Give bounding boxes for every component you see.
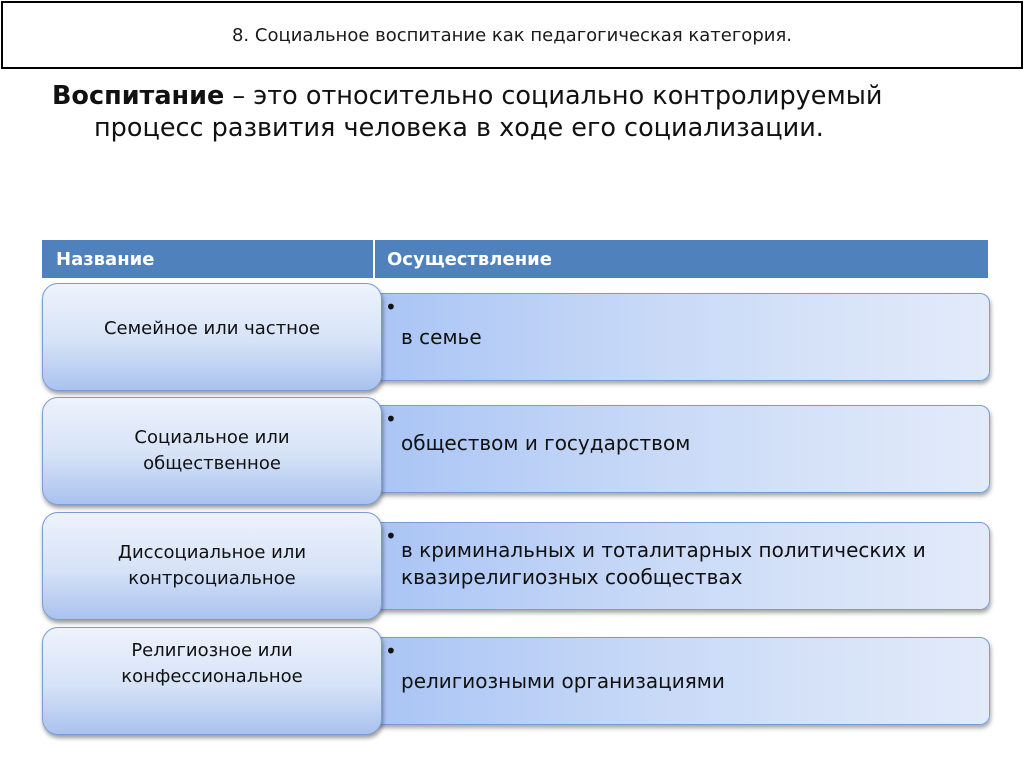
bullet-marker: •	[385, 639, 397, 663]
bullet-marker: •	[385, 295, 397, 319]
header-implementation-column: Осуществление	[387, 248, 552, 270]
bullet-marker: •	[385, 407, 397, 431]
definition-text	[52, 80, 952, 144]
definition-line-2: процесс развития человека в ходе его социализации.	[94, 113, 824, 143]
row-value-box	[372, 405, 990, 493]
row-value-text: в семье	[401, 324, 482, 349]
slide-title: 8. Социальное воспитание как педагогическая категория.	[231, 24, 792, 46]
row-name-text: Религиозное или конфессиональное	[121, 640, 303, 687]
row-name-text: Семейное или частное	[103, 318, 321, 339]
row-name-text: Диссоциальное или контрсоциальное	[117, 542, 307, 589]
row-value-text: религиозными организациями	[401, 668, 725, 693]
row-value-text: обществом и государством	[401, 430, 691, 455]
row-name-box	[42, 397, 382, 505]
table-header	[42, 240, 988, 278]
table-row	[42, 397, 992, 507]
row-name-text: Социальное или общественное	[134, 427, 290, 474]
row-value-box	[372, 522, 990, 610]
row-name-box	[42, 627, 382, 735]
bullet-marker: •	[385, 524, 397, 548]
header-name-column: Название	[42, 240, 375, 278]
definition-line-1-rest: – это относительно социально контролируемый	[224, 81, 883, 111]
definition-term: Воспитание	[52, 81, 225, 111]
row-name-box	[42, 512, 382, 620]
table-row	[42, 627, 992, 737]
table-row	[42, 512, 992, 622]
table-row	[42, 283, 992, 393]
definition-line-1	[52, 80, 952, 112]
row-value-text: в криминальных и тоталитарных политических и квазирелигиозных сообществах	[401, 538, 926, 589]
row-value-box	[372, 293, 990, 381]
row-name-box	[42, 283, 382, 391]
slide-title-box	[1, 1, 1023, 69]
row-value-box	[372, 637, 990, 725]
